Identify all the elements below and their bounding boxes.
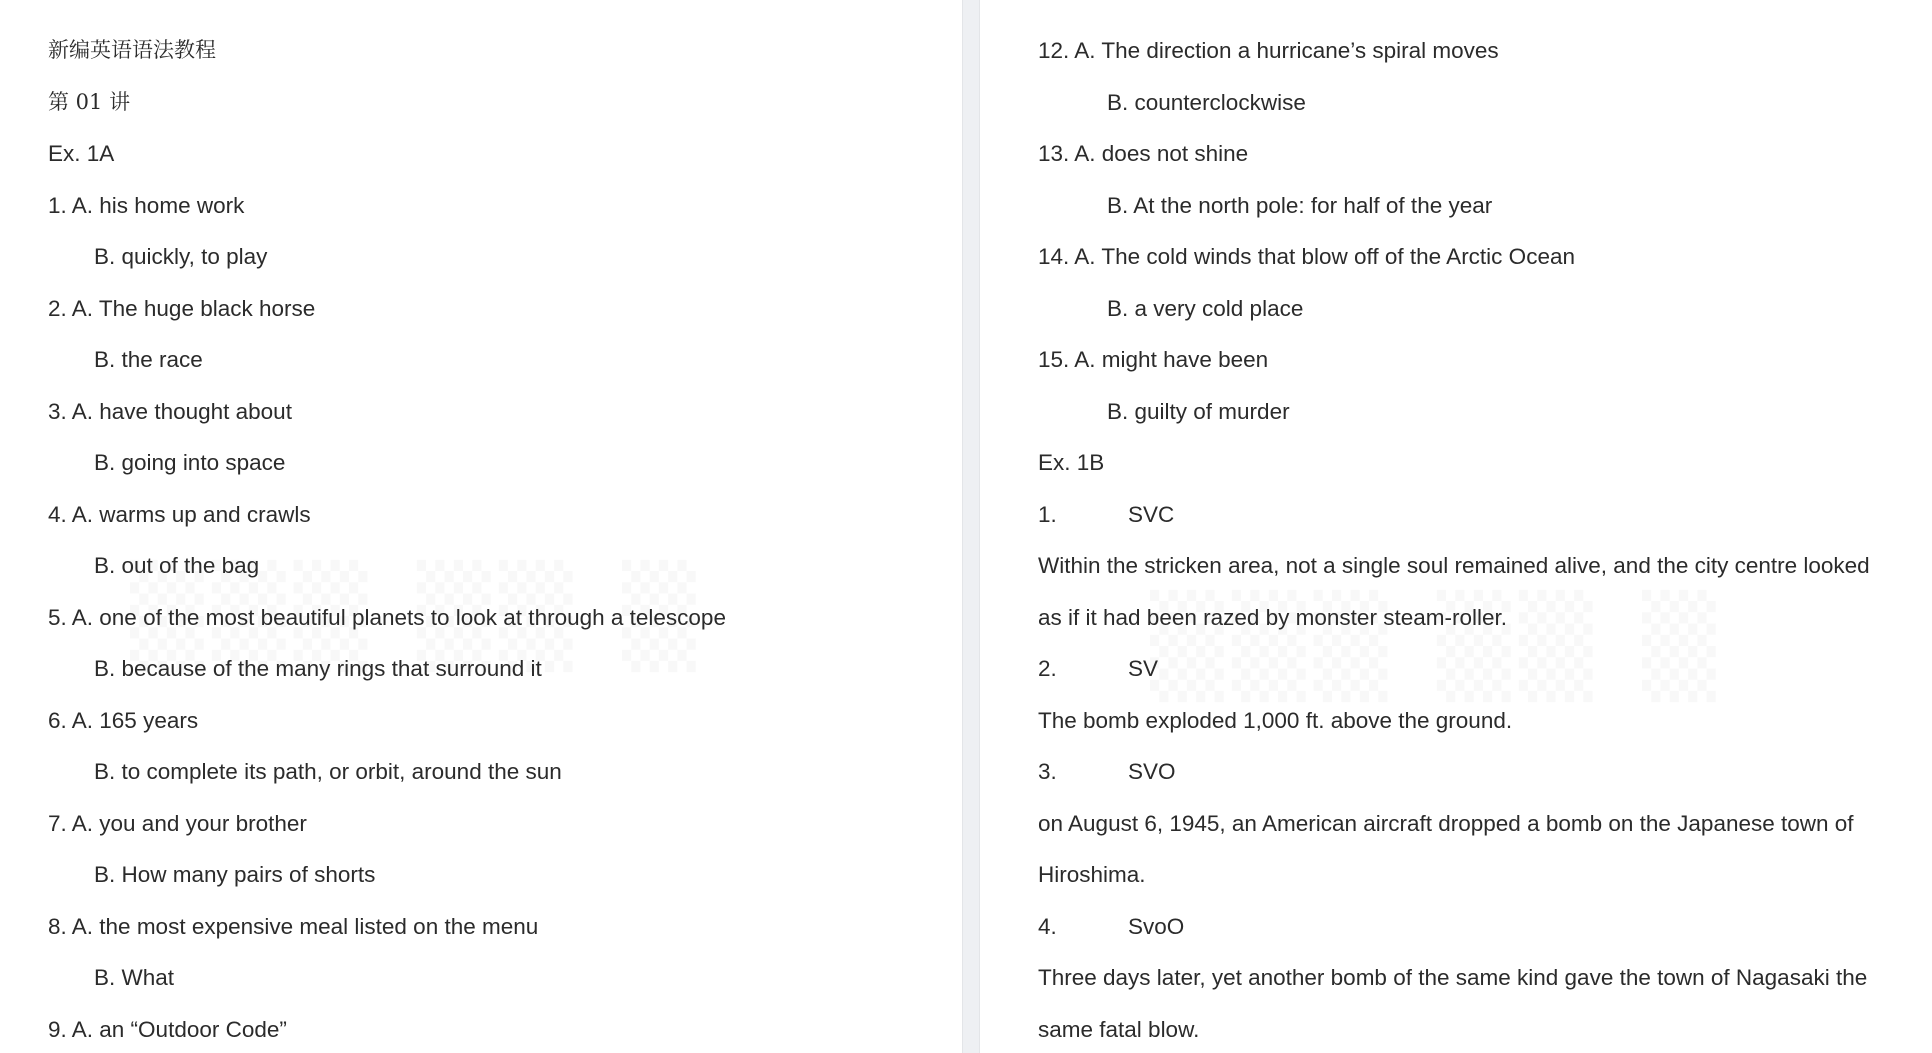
answer-a-line: 5. A. one of the most beautiful planets to look at through a telescope — [48, 604, 726, 630]
answer-b-line: B. to complete its path, or orbit, around the sun — [94, 759, 562, 784]
sentence-pattern-label: SV — [1128, 656, 1159, 681]
item-number: 3. — [1038, 759, 1057, 784]
answer-a-line: 8. A. the most expensive meal listed on the menu — [48, 913, 539, 939]
answer-a-line: 2. A. The huge black horse — [48, 295, 316, 321]
pattern-heading — [1038, 746, 1932, 798]
answer-a-line: 3. A. have thought about — [48, 398, 292, 424]
answer-b-line: B. a very cold place — [1107, 295, 1304, 321]
answer-a-line: 6. A. 165 years — [48, 707, 199, 733]
left-page — [0, 0, 962, 1053]
section-heading-ex-1a: Ex. 1A — [48, 141, 115, 166]
answer-b-line: B. What — [94, 965, 175, 990]
sentence-pattern-label: SVO — [1128, 759, 1176, 784]
lesson-heading: 第 01 讲 — [48, 89, 131, 114]
pattern-heading — [1038, 901, 1932, 953]
answer-a-line: 9. A. an “Outdoor Code” — [48, 1016, 287, 1042]
item-number: 4. — [1038, 913, 1057, 939]
pattern-heading — [1038, 643, 1932, 695]
answer-b-line: B. out of the bag — [94, 553, 260, 578]
answer-b-line: B. the race — [94, 347, 203, 372]
answer-a-line: 13. A. does not shine — [1038, 141, 1249, 166]
answer-a-line: 1. A. his home work — [48, 192, 245, 218]
answer-a-line: 7. A. you and your brother — [48, 810, 307, 836]
right-page — [980, 0, 1932, 1053]
answer-b-line: B. At the north pole: for half of the year — [1107, 192, 1493, 218]
answer-a-line: 12. A. The direction a hurricane’s spiral moves — [1038, 38, 1499, 63]
answer-b-line: B. because of the many rings that surround it — [94, 656, 542, 681]
example-sentence-line: Within the stricken area, not a single soul remained alive, and the city centre looked — [1038, 553, 1870, 578]
item-number: 2. — [1038, 656, 1057, 681]
page-gutter — [962, 0, 980, 1053]
example-sentence-line: same fatal blow. — [1038, 1016, 1200, 1042]
sentence-pattern-label: SVC — [1128, 501, 1175, 527]
right-page-content — [980, 0, 1932, 1053]
answer-a-line: 15. A. might have been — [1038, 347, 1269, 372]
example-sentence-line: Hiroshima. — [1038, 862, 1146, 887]
example-sentence-line: Three days later, yet another bomb of the same kind gave the town of Nagasaki the — [1038, 965, 1868, 990]
example-sentence-line: on August 6, 1945, an American aircraft dropped a bomb on the Japanese town of — [1038, 810, 1854, 836]
section-heading-ex-1b: Ex. 1B — [1038, 450, 1105, 475]
answer-b-line: B. guilty of murder — [1107, 398, 1290, 424]
answer-b-line: B. How many pairs of shorts — [94, 862, 376, 887]
answer-b-line: B. quickly, to play — [94, 244, 268, 269]
example-sentence-line: The bomb exploded 1,000 ft. above the ground. — [1038, 707, 1513, 733]
pattern-heading — [1038, 489, 1932, 541]
answer-b-line: B. going into space — [94, 450, 286, 475]
answer-a-line: 4. A. warms up and crawls — [48, 501, 311, 527]
answer-a-line: 14. A. The cold winds that blow off of the Arctic Ocean — [1038, 244, 1575, 269]
example-sentence-line: as if it had been razed by monster steam-roller. — [1038, 604, 1507, 630]
answer-b-line: B. counterclockwise — [1107, 89, 1306, 115]
item-number: 1. — [1038, 501, 1057, 527]
sentence-pattern-label: SvoO — [1128, 913, 1185, 939]
left-page-content — [0, 0, 962, 1053]
book-title: 新编英语语法教程 — [48, 38, 216, 62]
